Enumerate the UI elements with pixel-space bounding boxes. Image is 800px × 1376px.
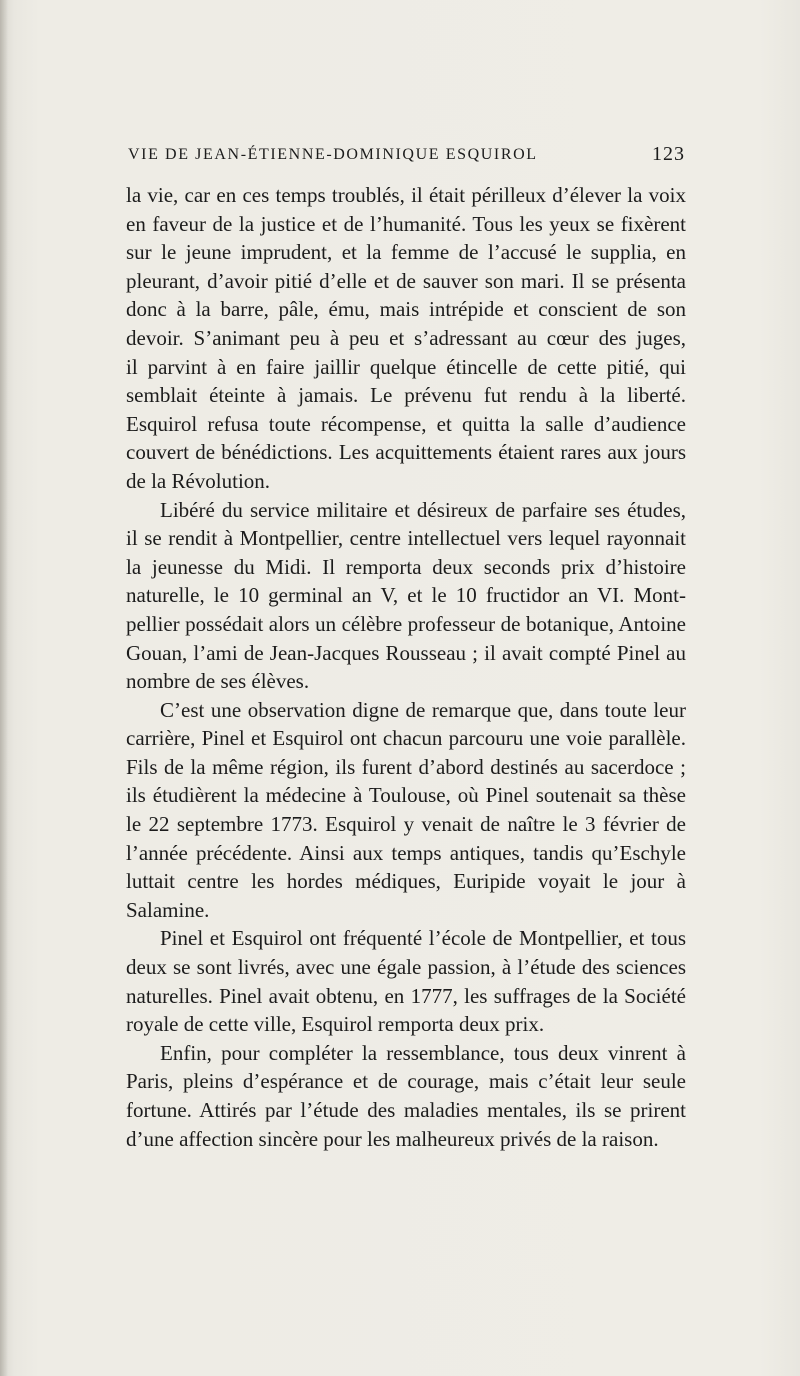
text-line: Paris, pleins d’espérance et de courage, mais c’était leur seule xyxy=(126,1069,686,1094)
text-line: l’année précédente. Ainsi aux temps antiques, tandis qu’Eschyle xyxy=(126,840,686,865)
text-line: le 22 septembre 1773. Esquirol y venait de naître le 3 février de xyxy=(126,812,686,837)
text-line: pellier possédait alors un célèbre professeur de botanique, Antoine xyxy=(126,611,686,636)
text-line: Gouan, l’ami de Jean-Jacques Rousseau ; il avait compté Pinel au xyxy=(126,640,686,665)
text-line: naturelles. Pinel avait obtenu, en 1777, les suffrages de la Société xyxy=(126,983,686,1008)
paragraph-first-line: Enfin, pour compléter la ressemblance, tous deux vinrent à xyxy=(160,1040,686,1065)
text-line: sur le jeune imprudent, et la femme de l’accusé le supplia, en xyxy=(126,240,686,265)
text-line: il se rendit à Montpellier, centre intellectuel vers lequel rayonnait xyxy=(126,526,686,551)
text-line: ils étudièrent la médecine à Toulouse, où Pinel soutenait sa thèse xyxy=(126,783,686,808)
text-line: d’une affection sincère pour les malheureux privés de la raison. xyxy=(126,1126,659,1151)
text-line: la vie, car en ces temps troublés, il était périlleux d’élever la voix xyxy=(126,183,686,207)
paragraph-first-line: Libéré du service militaire et désireux de parfaire ses études, xyxy=(160,497,686,522)
text-line: semblait éteinte à jamais. Le prévenu fut rendu à la liberté. xyxy=(126,383,686,408)
text-line: en faveur de la justice et de l’humanité. Tous les yeux se fixèrent xyxy=(126,211,686,236)
body-text xyxy=(126,181,686,1153)
text-line: de la Révolution. xyxy=(126,468,271,493)
text-line: deux se sont livrés, avec une égale passion, à l’étude des sciences xyxy=(126,955,686,980)
text-line: fortune. Attirés par l’étude des maladies mentales, ils se prirent xyxy=(126,1098,686,1122)
text-line: nombre de ses élèves. xyxy=(126,669,310,694)
paragraph-first-line: Pinel et Esquirol ont fréquenté l’école de Montpellier, et tous xyxy=(160,926,686,951)
page-number: 123 xyxy=(652,143,685,165)
page-binding-edge xyxy=(0,0,8,1376)
text-line: luttait centre les hordes médiques, Euripide voyait le jour à xyxy=(126,869,686,894)
text-line: pleurant, d’avoir pitié d’elle et de sauver son mari. Il se présenta xyxy=(126,268,686,293)
text-line: Salamine. xyxy=(126,897,210,922)
text-line: donc à la barre, pâle, ému, mais intrépide et conscient de son xyxy=(126,297,686,322)
running-title: VIE DE JEAN-ÉTIENNE-DOMINIQUE ESQUIROL xyxy=(128,146,538,163)
text-line: naturelle, le 10 germinal an V, et le 10 fructidor an VI. Mont- xyxy=(126,583,686,608)
page-header xyxy=(128,143,685,170)
text-line: Fils de la même région, ils furent d’abord destinés au sacerdoce ; xyxy=(126,754,686,779)
text-line: la jeunesse du Midi. Il remporta deux seconds prix d’histoire xyxy=(126,554,686,579)
text-line: devoir. S’animant peu à peu et s’adressant au cœur des juges, xyxy=(126,325,686,350)
text-line: carrière, Pinel et Esquirol ont chacun parcouru une voie parallèle. xyxy=(126,726,686,751)
text-line: Esquirol refusa toute récompense, et quitta la salle d’audience xyxy=(126,411,686,436)
text-line: couvert de bénédictions. Les acquittements étaient rares aux jours xyxy=(126,440,686,465)
text-line: royale de cette ville, Esquirol remporta deux prix. xyxy=(126,1012,545,1037)
paragraph-first-line: C’est une observation digne de remarque que, dans toute leur xyxy=(160,697,686,722)
text-line: il parvint à en faire jaillir quelque étincelle de cette pitié, qui xyxy=(126,354,686,379)
